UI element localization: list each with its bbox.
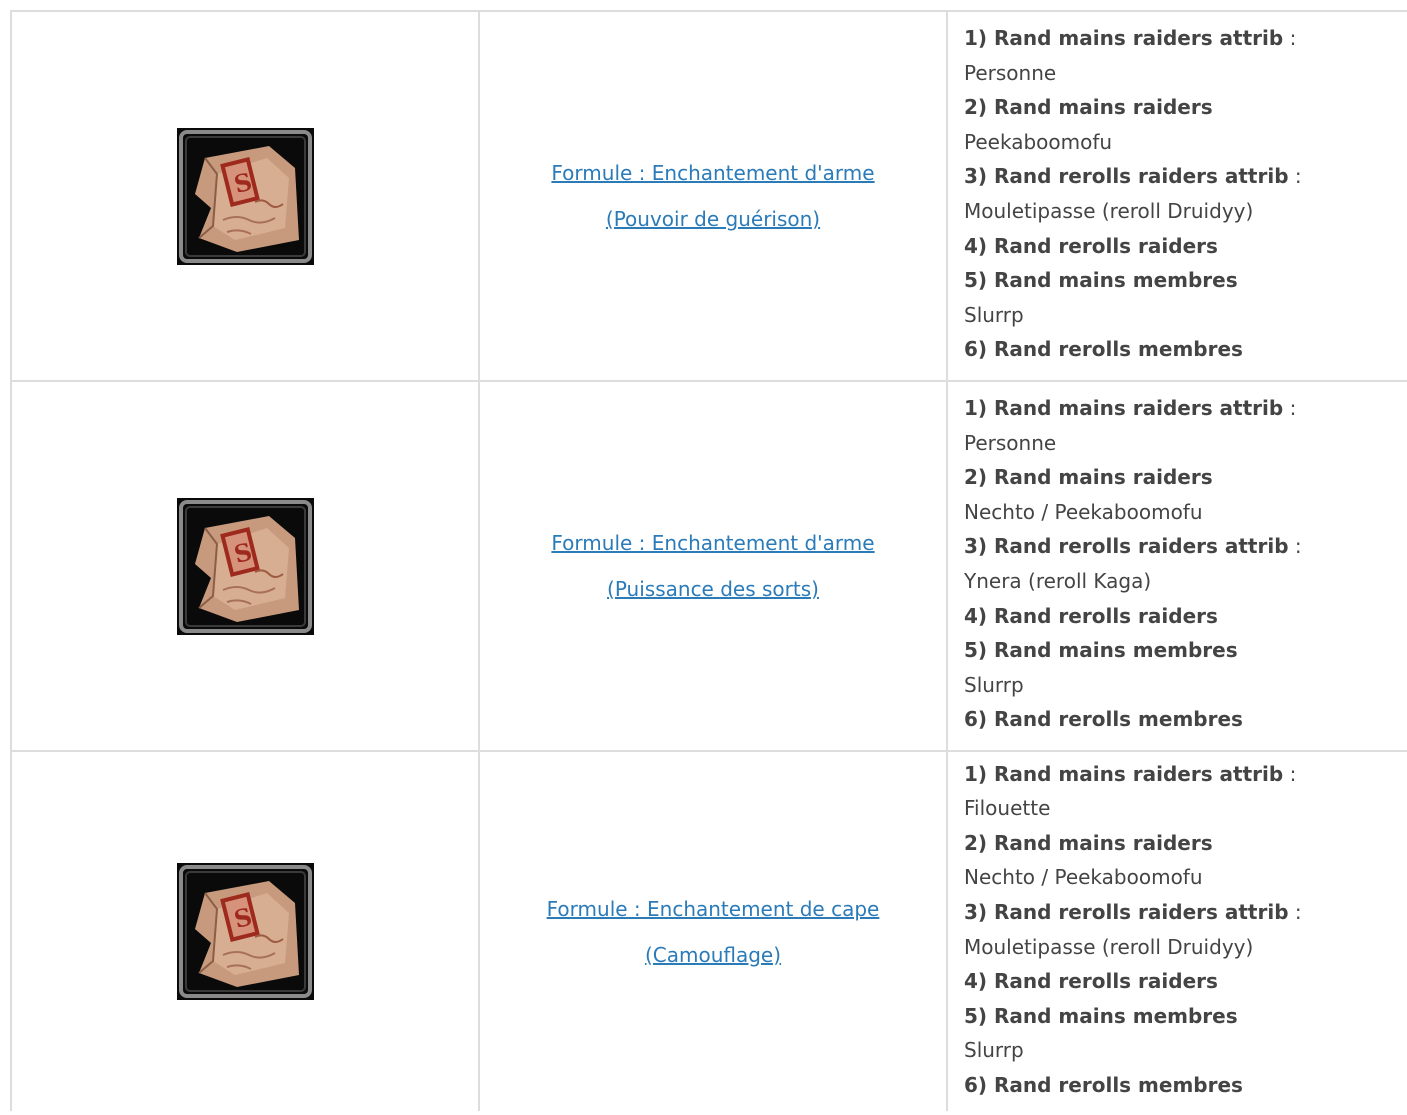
roll-label: 1) Rand mains raiders attrib	[964, 761, 1284, 786]
roll-label: 3) Rand rerolls raiders attrib	[964, 899, 1289, 924]
roll-label: 5) Rand mains membres	[964, 268, 1238, 293]
item-link-line[interactable]: Formule : Enchantement d'arme	[551, 161, 875, 185]
roll-priority-3	[964, 529, 1405, 564]
roll-label: 6) Rand rerolls membres	[964, 337, 1243, 362]
roll-winner: Filouette	[964, 796, 1051, 821]
roll-winner: Nechto / Peekaboomofu	[964, 865, 1203, 890]
roll-priority-4	[964, 229, 1405, 264]
item-link[interactable]	[480, 520, 946, 612]
item-link-line[interactable]: (Pouvoir de guérison)	[605, 207, 821, 231]
roll-winner: Slurrp	[964, 672, 1024, 697]
roll-label: 5) Rand mains membres	[964, 638, 1238, 663]
item-name-cell	[479, 11, 947, 381]
roll-colon: :	[1294, 164, 1302, 189]
recipe-scroll-icon[interactable]	[177, 128, 314, 265]
roll-priority-4	[964, 599, 1405, 634]
roll-colon: :	[1289, 761, 1297, 786]
svg-text:S: S	[230, 536, 255, 569]
table-row	[11, 381, 1407, 751]
svg-text:S: S	[230, 166, 255, 199]
roll-label: 4) Rand rerolls raiders	[964, 969, 1218, 994]
recipe-scroll-icon[interactable]	[177, 498, 314, 635]
roll-order-cell	[947, 751, 1407, 1111]
roll-list	[948, 17, 1407, 375]
roll-label: 3) Rand rerolls raiders attrib	[964, 164, 1289, 189]
roll-label: 4) Rand rerolls raiders	[964, 233, 1218, 258]
roll-label: 6) Rand rerolls membres	[964, 1072, 1243, 1097]
roll-label: 1) Rand mains raiders attrib	[964, 26, 1284, 51]
roll-winner: Slurrp	[964, 1038, 1024, 1063]
roll-winner: Mouletipasse (reroll Druidyy)	[964, 199, 1254, 223]
roll-label: 2) Rand mains raiders	[964, 465, 1213, 490]
roll-label: 2) Rand mains raiders	[964, 830, 1213, 855]
roll-label: 1) Rand mains raiders attrib	[964, 396, 1284, 421]
roll-winner: Ynera (reroll Kaga)	[964, 569, 1152, 593]
roll-order-cell	[947, 381, 1407, 751]
roll-colon: :	[1289, 396, 1297, 421]
roll-priority-4	[964, 964, 1405, 999]
svg-text:S: S	[230, 901, 255, 934]
item-name-cell	[479, 381, 947, 751]
roll-label: 2) Rand mains raiders	[964, 95, 1213, 120]
roll-winner: Nechto / Peekaboomofu	[964, 499, 1203, 524]
roll-priority-1	[964, 757, 1405, 792]
item-link-line[interactable]: (Puissance des sorts)	[607, 577, 819, 601]
roll-colon: :	[1294, 899, 1302, 924]
roll-colon: :	[1294, 534, 1302, 559]
roll-priority-3	[964, 159, 1405, 194]
roll-priority-2	[964, 826, 1405, 861]
roll-winner: Personne	[964, 60, 1057, 85]
roll-label: 3) Rand rerolls raiders attrib	[964, 534, 1289, 559]
roll-colon: :	[1289, 26, 1297, 51]
roll-priority-3	[964, 895, 1405, 930]
loot-table	[10, 10, 1407, 1111]
table-row	[11, 11, 1407, 381]
icon-cell	[11, 11, 479, 381]
roll-priority-2	[964, 90, 1405, 125]
item-link[interactable]	[480, 886, 946, 978]
roll-winner: Mouletipasse (reroll Druidyy)	[964, 934, 1254, 959]
roll-label: 4) Rand rerolls raiders	[964, 603, 1218, 628]
item-link[interactable]	[480, 150, 946, 242]
item-link-line[interactable]: Formule : Enchantement d'arme	[551, 531, 875, 555]
roll-list	[948, 387, 1407, 745]
roll-order-cell	[947, 11, 1407, 381]
roll-label: 6) Rand rerolls membres	[964, 707, 1243, 732]
roll-priority-1	[964, 391, 1405, 426]
roll-priority-6	[964, 1068, 1405, 1103]
recipe-scroll-icon[interactable]	[177, 863, 314, 1000]
item-link-line[interactable]: (Camouflage)	[644, 942, 782, 967]
roll-winner: Personne	[964, 430, 1057, 455]
table-row	[11, 751, 1407, 1111]
icon-cell	[11, 381, 479, 751]
item-link-line[interactable]: Formule : Enchantement de cape	[546, 896, 880, 921]
roll-winner: Slurrp	[964, 302, 1024, 327]
roll-priority-1	[964, 21, 1405, 56]
roll-priority-5	[964, 633, 1405, 668]
roll-label: 5) Rand mains membres	[964, 1003, 1238, 1028]
roll-priority-5	[964, 263, 1405, 298]
roll-priority-2	[964, 460, 1405, 495]
roll-list	[948, 753, 1407, 1111]
roll-priority-6	[964, 332, 1405, 367]
item-name-cell	[479, 751, 947, 1111]
roll-priority-5	[964, 999, 1405, 1034]
roll-winner: Peekaboomofu	[964, 129, 1113, 154]
icon-cell	[11, 751, 479, 1111]
roll-priority-6	[964, 702, 1405, 737]
